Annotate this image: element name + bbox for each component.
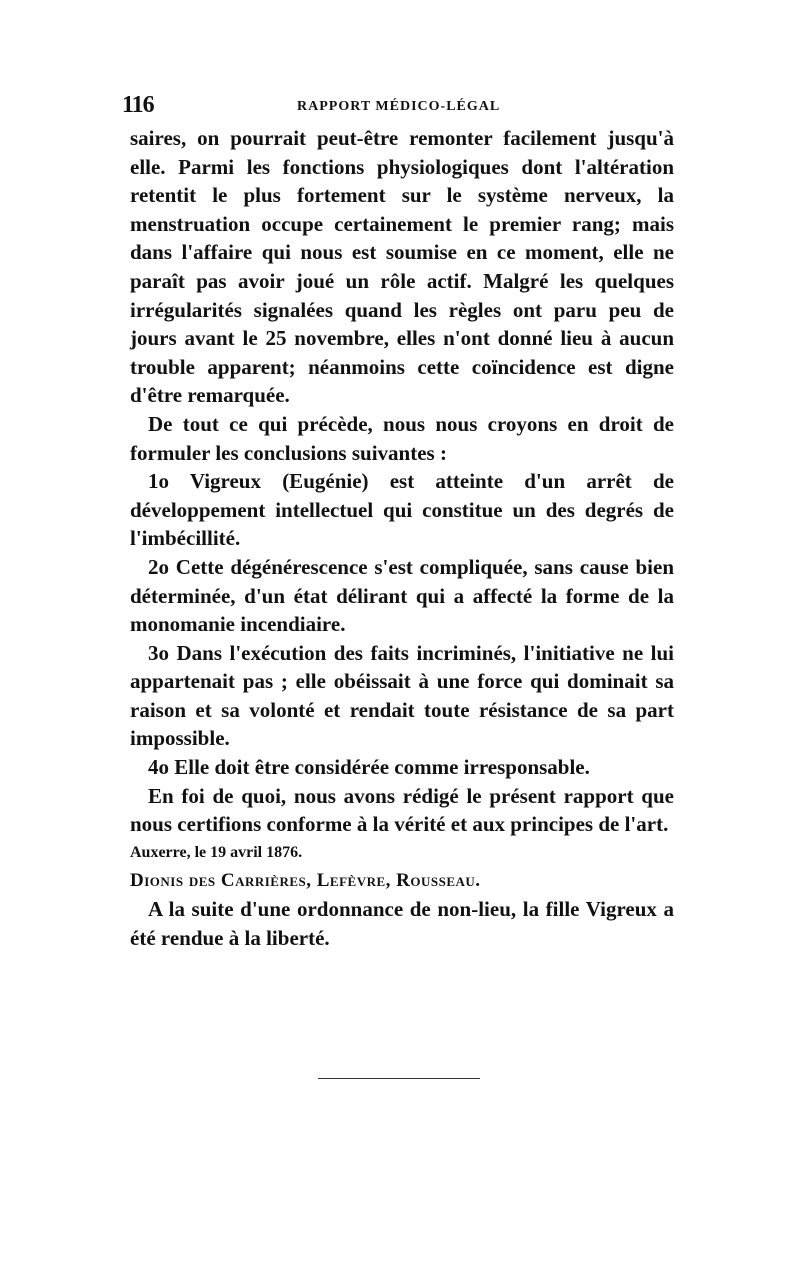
signatures: Dionis des Carrières, Lefèvre, Rousseau.: [130, 869, 481, 891]
conclusion-2: 2o Cette dégénérescence s'est compliquée, sans cause bien déterminée, d'un état délirant qui a affecté la forme de la monomanie incendiaire.: [130, 554, 674, 637]
conclusion-3: 3o Dans l'exécution des faits incriminés, l'initiative ne lui appartenait pas ; elle obéissait à une force qui dominait sa raison et sa volonté et rendait toute résistance de sa part impossible.: [130, 640, 674, 751]
paragraph-attestation: En foi de quoi, nous avons rédigé le présent rapport que nous certifions conforme à la vérité et aux principes de l'art.: [130, 783, 674, 837]
date-line: Auxerre, le 19 avril 1876.: [130, 843, 303, 861]
running-head: RAPPORT MÉDICO-LÉGAL: [297, 99, 501, 114]
paragraph-menstruation: saires, on pourrait peut-être remonter facilement jusqu'à elle. Parmi les fonctions physiologiques dont l'altération retentit le plus fortement sur le système nerveux, la menstruation occupe certainement le premier rang; mais dans l'affaire qui nous est soumise en ce moment, elle ne paraît pas avoir joué un rôle actif. Malgré les quelques irrégularités signalées quand les règles ont paru peu de jours avant le 25 novembre, elles n'ont donné lieu à aucun trouble apparent; néanmoins cette coïncidence est digne d'être remarquée.: [130, 126, 674, 408]
page-header: [122, 92, 678, 118]
page-number: 116: [122, 92, 154, 118]
closing-note: A la suite d'une ordonnance de non-lieu, la fille Vigreux a été rendue à la liberté.: [130, 897, 674, 951]
conclusion-1: 1o Vigreux (Eugénie) est atteinte d'un arrêt de développement intellectuel qui constitue un des degrés de l'imbécillité.: [130, 469, 674, 551]
conclusion-4: 4o Elle doit être considérée comme irresponsable.: [148, 755, 590, 780]
body-text: [130, 124, 674, 953]
paragraph-conclusions-intro: De tout ce qui précède, nous nous croyons en droit de formuler les conclusions suivantes :: [130, 411, 674, 465]
end-rule: [318, 1078, 480, 1079]
